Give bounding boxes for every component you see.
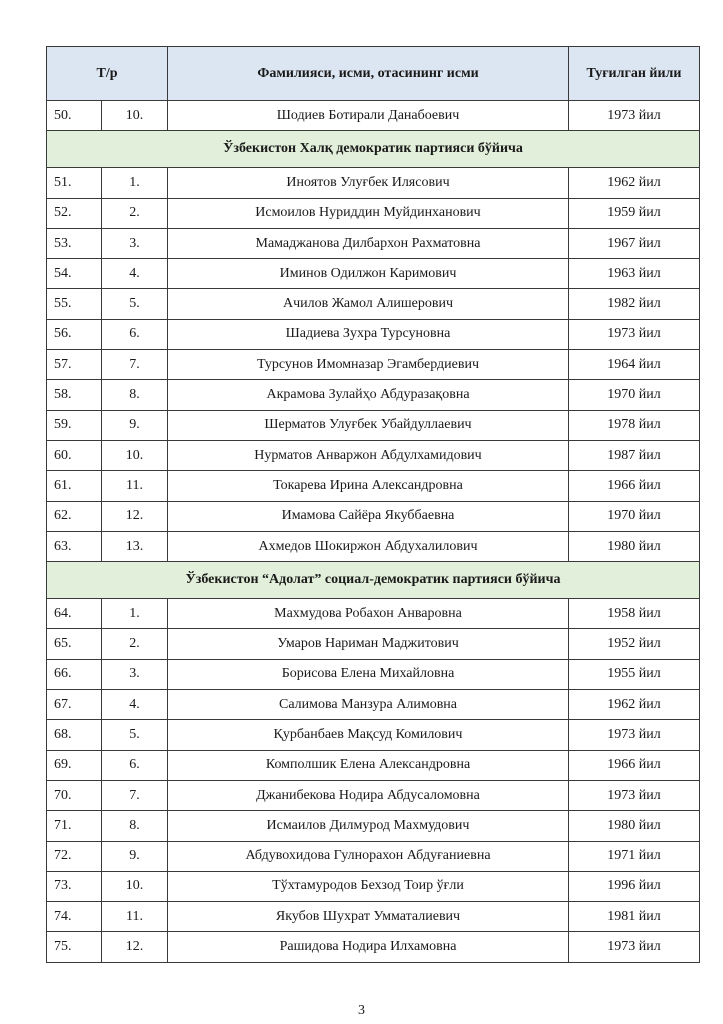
row-number: 62. [47, 501, 102, 531]
full-name: Мамаджанова Дилбархон Рахматовна [168, 228, 569, 258]
table-row [47, 198, 700, 228]
party-group-row [47, 131, 700, 168]
row-number: 66. [47, 659, 102, 689]
header-number: Т/р [47, 47, 168, 101]
full-name: Исмоилов Нуриддин Муйдинханович [168, 198, 569, 228]
row-number: 69. [47, 750, 102, 780]
full-name: Шадиева Зухра Турсуновна [168, 319, 569, 349]
party-number: 8. [102, 380, 168, 410]
table-body [47, 101, 700, 963]
birth-year: 1970 йил [569, 380, 700, 410]
party-number: 12. [102, 501, 168, 531]
party-number: 9. [102, 410, 168, 440]
birth-year: 1981 йил [569, 902, 700, 932]
table-row [47, 841, 700, 871]
full-name: Шерматов Улуғбек Убайдуллаевич [168, 410, 569, 440]
party-number: 4. [102, 690, 168, 720]
birth-year: 1982 йил [569, 289, 700, 319]
birth-year: 1973 йил [569, 932, 700, 962]
party-number: 3. [102, 228, 168, 258]
row-number: 58. [47, 380, 102, 410]
table-row [47, 932, 700, 962]
header-full-name: Фамилияси, исми, отасининг исми [168, 47, 569, 101]
full-name: Нурматов Анваржон Абдулхамидович [168, 440, 569, 470]
party-number: 10. [102, 101, 168, 131]
row-number: 59. [47, 410, 102, 440]
full-name: Турсунов Имомназар Эгамбердиевич [168, 350, 569, 380]
full-name: Шодиев Ботирали Данабоевич [168, 101, 569, 131]
birth-year: 1964 йил [569, 350, 700, 380]
party-number: 10. [102, 440, 168, 470]
birth-year: 1978 йил [569, 410, 700, 440]
party-number: 5. [102, 720, 168, 750]
row-number: 53. [47, 228, 102, 258]
party-group-row [47, 562, 700, 599]
row-number: 68. [47, 720, 102, 750]
table-row [47, 811, 700, 841]
full-name: Иноятов Улуғбек Илясович [168, 168, 569, 198]
party-number: 6. [102, 750, 168, 780]
birth-year: 1987 йил [569, 440, 700, 470]
table-row [47, 289, 700, 319]
row-number: 61. [47, 471, 102, 501]
full-name: Тўхтамуродов Бехзод Тоир ўғли [168, 871, 569, 901]
full-name: Имамова Сайёра Якуббаевна [168, 501, 569, 531]
table-row [47, 471, 700, 501]
birth-year: 1962 йил [569, 690, 700, 720]
row-number: 67. [47, 690, 102, 720]
row-number: 74. [47, 902, 102, 932]
table-row [47, 259, 700, 289]
table-row [47, 599, 700, 629]
birth-year: 1966 йил [569, 750, 700, 780]
full-name: Салимова Манзура Алимовна [168, 690, 569, 720]
party-number: 9. [102, 841, 168, 871]
birth-year: 1963 йил [569, 259, 700, 289]
row-number: 60. [47, 440, 102, 470]
full-name: Ахмедов Шокиржон Абдухалилович [168, 531, 569, 561]
table-row [47, 319, 700, 349]
birth-year: 1970 йил [569, 501, 700, 531]
full-name: Исмаилов Дилмурод Махмудович [168, 811, 569, 841]
table-row [47, 501, 700, 531]
birth-year: 1973 йил [569, 101, 700, 131]
full-name: Рашидова Нодира Илхамовна [168, 932, 569, 962]
page-number: 3 [358, 1003, 365, 1018]
party-number: 2. [102, 629, 168, 659]
row-number: 63. [47, 531, 102, 561]
full-name: Борисова Елена Михайловна [168, 659, 569, 689]
full-name: Джанибекова Нодира Абдусаломовна [168, 780, 569, 810]
row-number: 50. [47, 101, 102, 131]
candidates-table [46, 46, 700, 963]
birth-year: 1955 йил [569, 659, 700, 689]
birth-year: 1973 йил [569, 319, 700, 349]
party-number: 3. [102, 659, 168, 689]
party-number: 7. [102, 780, 168, 810]
birth-year: 1966 йил [569, 471, 700, 501]
row-number: 51. [47, 168, 102, 198]
party-number: 12. [102, 932, 168, 962]
party-number: 7. [102, 350, 168, 380]
row-number: 72. [47, 841, 102, 871]
row-number: 70. [47, 780, 102, 810]
party-number: 10. [102, 871, 168, 901]
party-number: 6. [102, 319, 168, 349]
full-name: Умаров Нариман Маджитович [168, 629, 569, 659]
party-number: 5. [102, 289, 168, 319]
party-number: 2. [102, 198, 168, 228]
birth-year: 1962 йил [569, 168, 700, 198]
full-name: Абдувохидова Гулнорахон Абдуғаниевна [168, 841, 569, 871]
table-row [47, 440, 700, 470]
birth-year: 1952 йил [569, 629, 700, 659]
row-number: 73. [47, 871, 102, 901]
party-number: 13. [102, 531, 168, 561]
birth-year: 1973 йил [569, 720, 700, 750]
table-row [47, 228, 700, 258]
row-number: 71. [47, 811, 102, 841]
row-number: 56. [47, 319, 102, 349]
full-name: Ачилов Жамол Алишерович [168, 289, 569, 319]
party-number: 11. [102, 471, 168, 501]
birth-year: 1980 йил [569, 811, 700, 841]
row-number: 75. [47, 932, 102, 962]
table-row [47, 780, 700, 810]
party-number: 4. [102, 259, 168, 289]
table-row [47, 690, 700, 720]
table-row [47, 168, 700, 198]
birth-year: 1996 йил [569, 871, 700, 901]
table-row [47, 531, 700, 561]
full-name: Токарева Ирина Александровна [168, 471, 569, 501]
full-name: Комполшик Елена Александровна [168, 750, 569, 780]
party-group-label: Ўзбекистон Халқ демократик партияси бўйича [47, 131, 700, 168]
party-number: 8. [102, 811, 168, 841]
table-row [47, 750, 700, 780]
table-header [47, 47, 700, 101]
table-row [47, 410, 700, 440]
table-row [47, 902, 700, 932]
birth-year: 1971 йил [569, 841, 700, 871]
row-number: 65. [47, 629, 102, 659]
birth-year: 1967 йил [569, 228, 700, 258]
table-row [47, 720, 700, 750]
full-name: Қурбанбаев Мақсуд Комилович [168, 720, 569, 750]
party-number: 11. [102, 902, 168, 932]
birth-year: 1973 йил [569, 780, 700, 810]
row-number: 57. [47, 350, 102, 380]
table-row [47, 659, 700, 689]
table-row [47, 871, 700, 901]
table-row [47, 350, 700, 380]
full-name: Якубов Шухрат Умматалиевич [168, 902, 569, 932]
row-number: 52. [47, 198, 102, 228]
table-row [47, 101, 700, 131]
full-name: Иминов Одилжон Каримович [168, 259, 569, 289]
party-number: 1. [102, 599, 168, 629]
row-number: 64. [47, 599, 102, 629]
table-row [47, 380, 700, 410]
row-number: 55. [47, 289, 102, 319]
birth-year: 1958 йил [569, 599, 700, 629]
birth-year: 1959 йил [569, 198, 700, 228]
full-name: Акрамова Зулайҳо Абдуразақовна [168, 380, 569, 410]
header-birth-year: Туғилган йили [569, 47, 700, 101]
full-name: Махмудова Робахон Анваровна [168, 599, 569, 629]
birth-year: 1980 йил [569, 531, 700, 561]
party-number: 1. [102, 168, 168, 198]
party-group-label: Ўзбекистон “Адолат” социал-демократик партияси бўйича [47, 562, 700, 599]
row-number: 54. [47, 259, 102, 289]
table-row [47, 629, 700, 659]
